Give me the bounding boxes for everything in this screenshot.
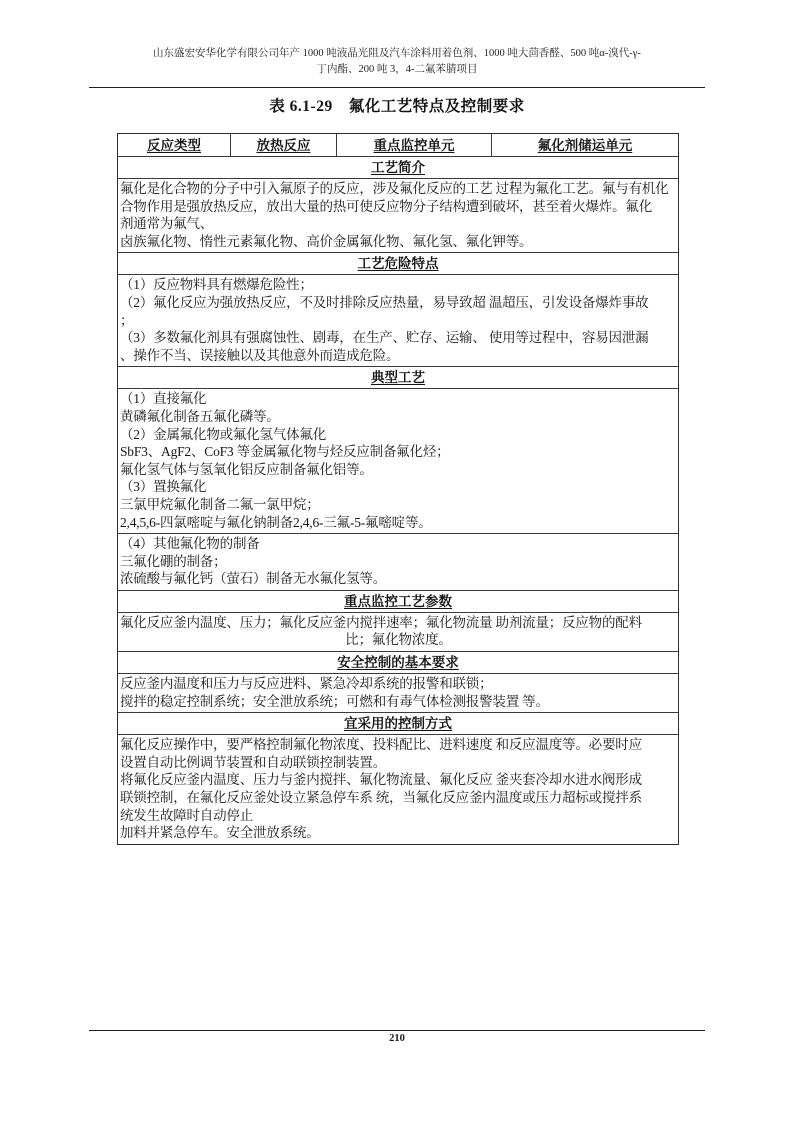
table-text-line: 合物作用是强放热反应，放出大量的热可使反应物分子结构遭到破坏，甚至着火爆炸。氟化 <box>120 198 652 214</box>
page-header <box>60 46 734 78</box>
table-text-line: ； <box>120 312 134 328</box>
table-text-line: （3）置换氟化 <box>120 479 207 495</box>
table-text-line: 2,4,5,6-四氯嘧啶与氟化钠制备2,4,6-三氟-5-氟嘧啶等。 <box>120 514 432 530</box>
table-text-line: 、操作不当、误接触以及其他意外而造成危险。 <box>120 347 400 363</box>
table-text-line: 氟化是化合物的分子中引入氟原子的反应，涉及氟化反应的工艺 过程为氟化工艺。氟与有机化 <box>120 181 669 196</box>
header-line-1: 山东盛宏安华化学有限公司年产 1000 吨液晶光阻及汽车涂料用着色剂、1000 吨大茴香醛、500 吨α-溴代-γ- <box>153 48 641 59</box>
table-text-line: （1）反应物料具有燃爆危险性； <box>120 277 313 293</box>
table-text-line: 卤族氟化物、惰性元素氟化物、高价金属氟化物、氟化氢、氟化钾等。 <box>120 233 533 249</box>
header-cell: 反应类型 <box>118 134 231 156</box>
table-text-line: SbF3、AgF2、CoF3 等金属氟化物与烃反应制备氟化烃； <box>120 444 450 460</box>
section-body-hazard <box>118 275 678 367</box>
table-text-line: 加料并紧急停车。安全泄放系统。 <box>120 825 320 841</box>
table-text-line: 统发生故障时自动停止 <box>120 807 253 823</box>
section-body-control-mode <box>118 735 678 844</box>
section-title-monitor-params <box>118 591 678 613</box>
table-text-line: （4）其他氟化物的制备 <box>120 536 260 552</box>
section-title-typical-process <box>118 367 678 389</box>
table-text-line: 反应釜内温度和压力与反应进料、紧急冷却系统的报警和联锁； <box>120 676 493 692</box>
footer-rule <box>89 1030 705 1031</box>
section-title-text: 典型工艺 <box>371 370 425 386</box>
header-cell: 重点监控单元 <box>337 134 492 156</box>
table-text-line: 氟化反应操作中，要严格控制氟化物浓度、投料配比、进料速度 和反应温度等。必要时应 <box>120 737 642 753</box>
section-title-text: 工艺简介 <box>371 160 425 175</box>
section-title-text: 安全控制的基本要求 <box>337 655 459 671</box>
section-title-text: 工艺危险特点 <box>357 256 439 272</box>
table-text-line: 三氟化硼的制备； <box>120 553 227 569</box>
section-body-typical-process-2 <box>118 534 678 591</box>
section-body-process-intro <box>118 179 678 253</box>
section-title-text: 重点监控工艺参数 <box>344 593 452 609</box>
section-title-hazard <box>118 253 678 275</box>
header-line-2: 丁内酯、200 吨 3，4-二氟苯腈项目 <box>316 64 478 75</box>
table-text-line: 黄磷氟化制备五氟化磷等。 <box>120 408 280 424</box>
table-title: 表 6.1-29 氟化工艺特点及控制要求 <box>269 98 525 115</box>
section-title-safety-control <box>118 652 678 674</box>
table-text-line: 设置自动比例调节装置和自动联锁控制装置。 <box>120 754 386 770</box>
section-title-text: 宜采用的控制方式 <box>344 716 452 732</box>
table-header-row <box>118 134 678 157</box>
section-body-safety-control <box>118 674 678 713</box>
section-title-control-mode <box>118 713 678 735</box>
table-text-line: 搅拌的稳定控制系统；安全泄放系统；可燃和有毒气体检测报警装置 等。 <box>120 693 549 709</box>
table-text-line: 将氟化反应釜内温度、压力与釜内搅拌、氟化物流量、氟化反应 釜夹套冷却水进水阀形成 <box>120 772 642 788</box>
table-text-line: （3）多数氟化剂具有强腐蚀性、剧毒，在生产、贮存、运输、 使用等过程中，容易因泄漏 <box>120 330 649 346</box>
table-text-line: 氟化氢气体与氢氧化铝反应制备氟化铝等。 <box>120 461 373 477</box>
section-body-typical-process-1 <box>118 389 678 534</box>
header-cell: 放热反应 <box>231 134 337 156</box>
section-title-process-intro <box>118 157 678 179</box>
section-body-monitor-params <box>118 613 678 652</box>
table-text-line: 三氯甲烷氟化制备二氟一氯甲烷； <box>120 496 320 512</box>
process-table <box>117 133 679 845</box>
table-text-line: （2）金属氟化物或氟化氢气体氟化 <box>120 426 327 442</box>
table-text-line: 比；氟化物浓度。 <box>345 632 452 648</box>
page-number: 210 <box>389 1033 405 1044</box>
header-rule <box>89 87 705 88</box>
table-text-line: 联锁控制，在氟化反应釜处设立紧急停车系 统，当氟化反应釜内温度或压力超标或搅拌系 <box>120 790 642 806</box>
table-text-line: （1）直接氟化 <box>120 391 207 407</box>
table-text-line: 浓硫酸与氟化钙（萤石）制备无水氟化氢等。 <box>120 571 386 587</box>
table-text-line: 氟化反应釜内温度、压力；氟化反应釜内搅拌速率；氟化物流量 助剂流量；反应物的配料 <box>120 614 642 630</box>
table-text-line: （2）氟化反应为强放热反应，不及时排除反应热量，易导致超 温超压，引发设备爆炸事故 <box>120 294 649 310</box>
header-cell: 氟化剂储运单元 <box>537 138 633 153</box>
table-text-line: 剂通常为氟气、 <box>120 216 214 232</box>
